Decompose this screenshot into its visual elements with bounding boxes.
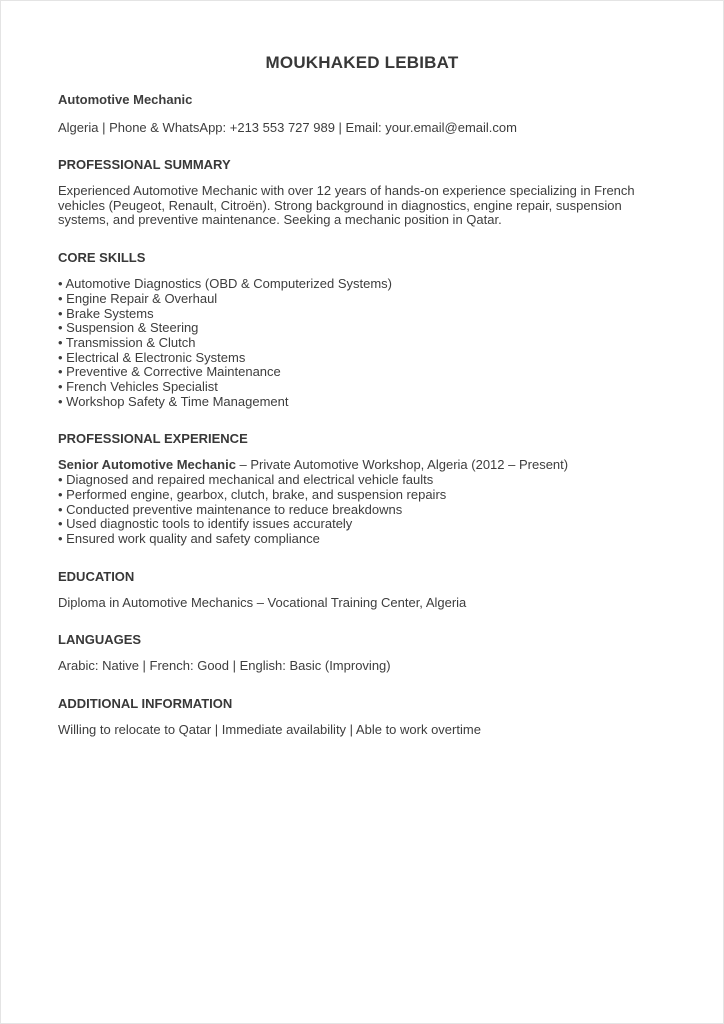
experience-duties-list bbox=[58, 473, 666, 547]
skill-item: • Engine Repair & Overhaul bbox=[58, 290, 218, 306]
job-title: Automotive Mechanic bbox=[58, 92, 193, 107]
skill-item: • Preventive & Corrective Maintenance bbox=[58, 364, 281, 380]
languages-text: Arabic: Native | French: Good | English: Basic (Improving) bbox=[58, 658, 391, 674]
experience-item: • Performed engine, gearbox, clutch, brake, and suspension repairs bbox=[58, 486, 447, 502]
skill-item: • Brake Systems bbox=[58, 305, 154, 321]
core-skills-list bbox=[58, 277, 666, 409]
experience-role-details: – Private Automotive Workshop, Algeria (2012 – Present) bbox=[235, 457, 569, 473]
experience-role-line bbox=[58, 458, 666, 473]
section-heading-education: EDUCATION bbox=[58, 568, 135, 584]
education-text: Diploma in Automotive Mechanics – Vocational Training Center, Algeria bbox=[58, 594, 467, 610]
resume-name: MOUKHAKED LEBIBAT bbox=[265, 53, 459, 72]
additional-text: Willing to relocate to Qatar | Immediate availability | Able to work overtime bbox=[58, 722, 481, 738]
skill-item: • French Vehicles Specialist bbox=[58, 379, 218, 395]
skill-item: • Automotive Diagnostics (OBD & Computerized Systems) bbox=[58, 276, 393, 292]
section-heading-languages: LANGUAGES bbox=[58, 632, 142, 648]
section-heading-additional-information: ADDITIONAL INFORMATION bbox=[58, 696, 233, 712]
experience-item: • Ensured work quality and safety compliance bbox=[58, 530, 320, 546]
skill-item: • Electrical & Electronic Systems bbox=[58, 349, 246, 365]
experience-item: • Used diagnostic tools to identify issues accurately bbox=[58, 516, 353, 532]
summary-text: Experienced Automotive Mechanic with over 12 years of hands-on experience specializing in French vehicles (Peugeot, Renault, Citroën). Strong background in diagnostics, engine repair, suspension systems, and preventive maintenance. Seeking a mechanic position in Qatar. bbox=[58, 183, 635, 228]
section-heading-professional-experience: PROFESSIONAL EXPERIENCE bbox=[58, 431, 248, 447]
experience-item: • Diagnosed and repaired mechanical and electrical vehicle faults bbox=[58, 472, 434, 488]
skill-item: • Suspension & Steering bbox=[58, 320, 199, 336]
contact-line: Algeria | Phone & WhatsApp: +213 553 727 989 | Email: your.email@email.com bbox=[58, 120, 517, 135]
skill-item: • Workshop Safety & Time Management bbox=[58, 393, 289, 409]
experience-role-title: Senior Automotive Mechanic bbox=[58, 457, 236, 473]
section-heading-professional-summary: PROFESSIONAL SUMMARY bbox=[58, 157, 231, 172]
section-heading-core-skills: CORE SKILLS bbox=[58, 250, 146, 266]
skill-item: • Transmission & Clutch bbox=[58, 334, 196, 350]
experience-item: • Conducted preventive maintenance to reduce breakdowns bbox=[58, 501, 403, 517]
